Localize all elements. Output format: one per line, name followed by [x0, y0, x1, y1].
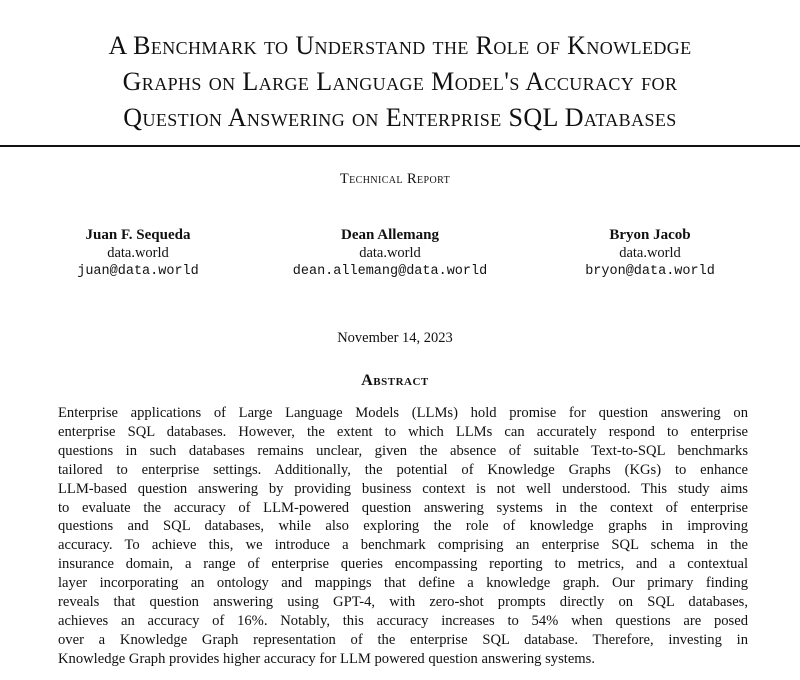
abstract-line: Knowledge Graph provides higher accuracy for LLM powered question answering systems. [58, 650, 595, 667]
abstract-line: LLM-based question answering by providing business context is not well understood. This study aims [58, 480, 748, 497]
author-block-3 [520, 226, 780, 282]
abstract-line: reveals that question answering using GPT-4, with zero-shot prompts directly on SQL databases, [58, 594, 748, 611]
author-name: Bryon Jacob [609, 227, 691, 243]
abstract-line: achieves an accuracy of 16%. Notably, this accuracy increases to 54% when questions are posed [58, 612, 748, 629]
author-name: Juan F. Sequeda [85, 227, 191, 243]
author-list [0, 226, 800, 286]
abstract-heading: Abstract [361, 372, 429, 389]
abstract-line: questions and SQL databases, while also exploring the role of knowledge graphs in improving [58, 518, 748, 535]
author-email: bryon@data.world [585, 264, 715, 279]
title-block [0, 0, 800, 147]
author-name: Dean Allemang [341, 227, 439, 243]
abstract-line: insurance domain, a range of enterprise queries encompassing reporting to metrics, and a contextual [58, 556, 748, 573]
abstract-line: enterprise SQL databases. However, the extent to which LLMs can accurately respond to enterprise [58, 423, 748, 440]
author-email: dean.allemang@data.world [292, 264, 488, 279]
report-type-label: Technical Report [339, 171, 451, 187]
abstract-line: questions in such databases remains unclear, given the absence of suitable Text-to-SQL benchmarks [58, 442, 748, 459]
abstract-line: over a Knowledge Graph representation of the enterprise SQL database. Therefore, investing in [58, 631, 748, 648]
author-email: juan@data.world [77, 264, 199, 279]
abstract-line: tailored to enterprise settings. Additionally, the potential of Knowledge Graphs (KGs) to enhance [58, 461, 748, 478]
author-affiliation: data.world [359, 245, 421, 261]
abstract-line: to evaluate the accuracy of LLM-powered question answering systems in the context of enterprise [58, 499, 748, 516]
paper-title: A Benchmark to Understand the Role of Knowledge Graphs on Large Language Model's Accuracy for Question Answering on Enterprise SQL Databases [108, 31, 692, 132]
abstract-line: layer incorporating an ontology and mappings that define a knowledge graph. Our primary finding [58, 575, 748, 592]
abstract-line: Enterprise applications of Large Language Models (LLMs) hold promise for question answering on [58, 405, 748, 421]
author-affiliation: data.world [619, 245, 681, 261]
author-block-1 [8, 226, 268, 282]
abstract-body [58, 404, 748, 669]
publication-date: November 14, 2023 [337, 330, 453, 346]
author-affiliation: data.world [107, 245, 169, 261]
abstract-line: accuracy. To achieve this, we introduce a benchmark comprising an enterprise SQL schema in the [58, 537, 748, 554]
author-block-2 [260, 226, 520, 282]
